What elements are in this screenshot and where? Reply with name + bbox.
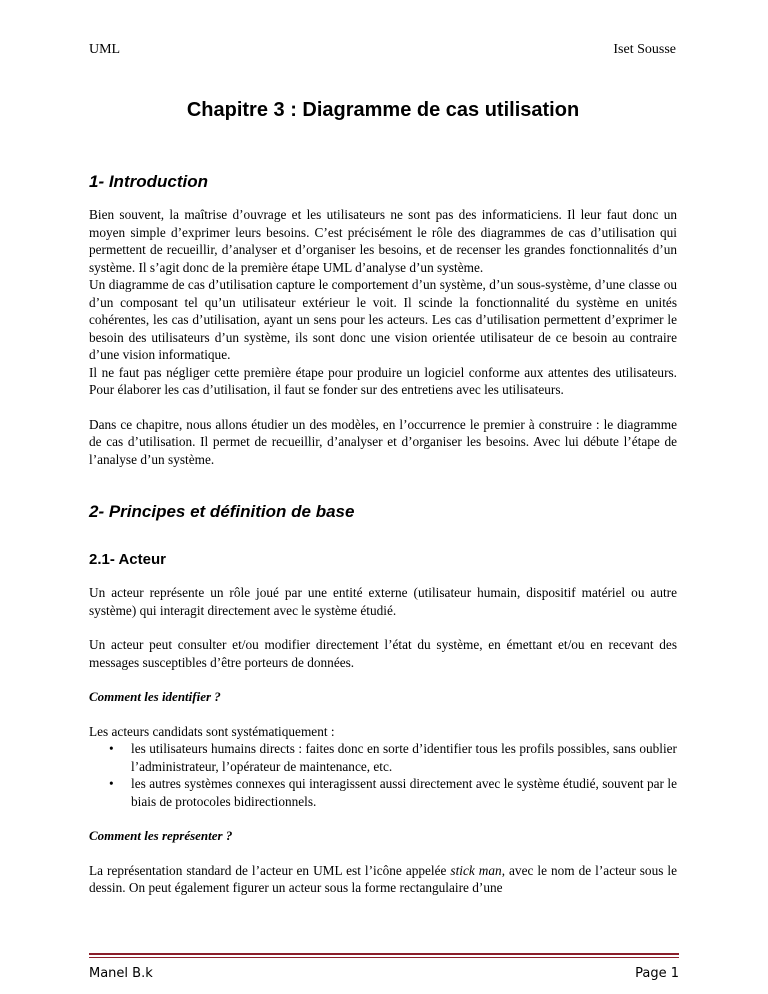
list-item: • les utilisateurs humains directs : faites donc en sorte d’identifier tous les profils possibles, sans oublier l’administrateur, l’opérateur de maintenance, etc.: [109, 741, 677, 774]
page-footer: [89, 966, 679, 986]
question-identifier: Comment les identifier ?: [89, 689, 221, 704]
header-right: Iset Sousse: [613, 42, 676, 57]
page-header: [89, 42, 676, 62]
footer-rule-thick: [89, 953, 679, 955]
bullet-icon: •: [109, 776, 114, 791]
question-representer: Comment les représenter ?: [89, 828, 233, 843]
intro-paragraph-4: Dans ce chapitre, nous allons étudier un des modèles, en l’occurrence le premier à construire : le diagramme de cas d’utilisation. Il permet de recueillir, d’analyser et d’organiser les besoins. Avec lui débute l’étape de l’analyse d’un système.: [89, 416, 677, 467]
acteur-paragraph-3: Les acteurs candidats sont systématiquement :: [89, 723, 335, 739]
intro-paragraph-3: Il ne faut pas négliger cette première étape pour produire un logiciel conforme aux attentes des utilisateurs. Pour élaborer les cas d’utilisation, il faut se fonder sur des entretiens avec les utilisateurs.: [89, 364, 677, 397]
acteur-paragraph-4: La représentation standard de l’acteur en UML est l’icône appelée stick man, avec le nom de l’acteur sous le dessin. On peut également figurer un acteur sous la forme rectangulaire d’une: [89, 862, 678, 895]
subsection-2-1-heading: 2.1- Acteur: [89, 551, 166, 568]
acteur-paragraph-1: Un acteur représente un rôle joué par une entité externe (utilisateur humain, dispositif matériel ou autre système) qui interagit directement avec le système étudié.: [89, 585, 677, 618]
bullet-icon: •: [109, 741, 114, 756]
intro-paragraph-1: Bien souvent, la maîtrise d’ouvrage et les utilisateurs ne sont pas des informaticiens. Il leur faut donc un moyen simple d’exprimer leurs besoins. C’est précisément le rôle des diagrammes de cas d’utilisation qui permettent de recueillir, d’analyser et d’organiser les besoins, et de recenser les grandes fonctionnalités d’un système. Il s’agit donc de la première étape UML d’analyse d’un système.: [89, 207, 677, 275]
header-left: UML: [89, 42, 121, 57]
footer-rule-thin: [89, 957, 679, 958]
page-content: [89, 96, 677, 897]
chapter-title: Chapitre 3 : Diagramme de cas utilisation: [186, 99, 580, 121]
list-item: • les autres systèmes connexes qui interagissent aussi directement avec le système étudié, souvent par le biais de protocoles bidirectionnels.: [109, 776, 677, 809]
footer-author: Manel B.k: [89, 966, 153, 981]
footer-page-number: Page 1: [635, 966, 679, 981]
section-1-heading: 1- Introduction: [89, 172, 208, 191]
acteur-paragraph-2: Un acteur peut consulter et/ou modifier directement l’état du système, en émettant et/ou en recevant des messages susceptibles d’être porteurs de données.: [89, 637, 677, 670]
section-2-heading: 2- Principes et définition de base: [89, 502, 355, 521]
intro-paragraph-2: Un diagramme de cas d’utilisation capture le comportement d’un système, d’un sous-système, d’une classe ou d’un composant tel qu’un utilisateur extérieur le voit. Il scinde la fonctionnalité du système en unités cohérentes, les cas d’utilisation, ayant un sens pour les acteurs. Les cas d’utilisation permettent d’exprimer le besoin des utilisateurs d’un système, ils sont donc une vision orientée utilisateur de ce besoin au contraire d’une vision informatique.: [89, 277, 677, 362]
stick-man-term: stick man: [450, 862, 502, 878]
candidate-actors-list: [89, 740, 677, 810]
